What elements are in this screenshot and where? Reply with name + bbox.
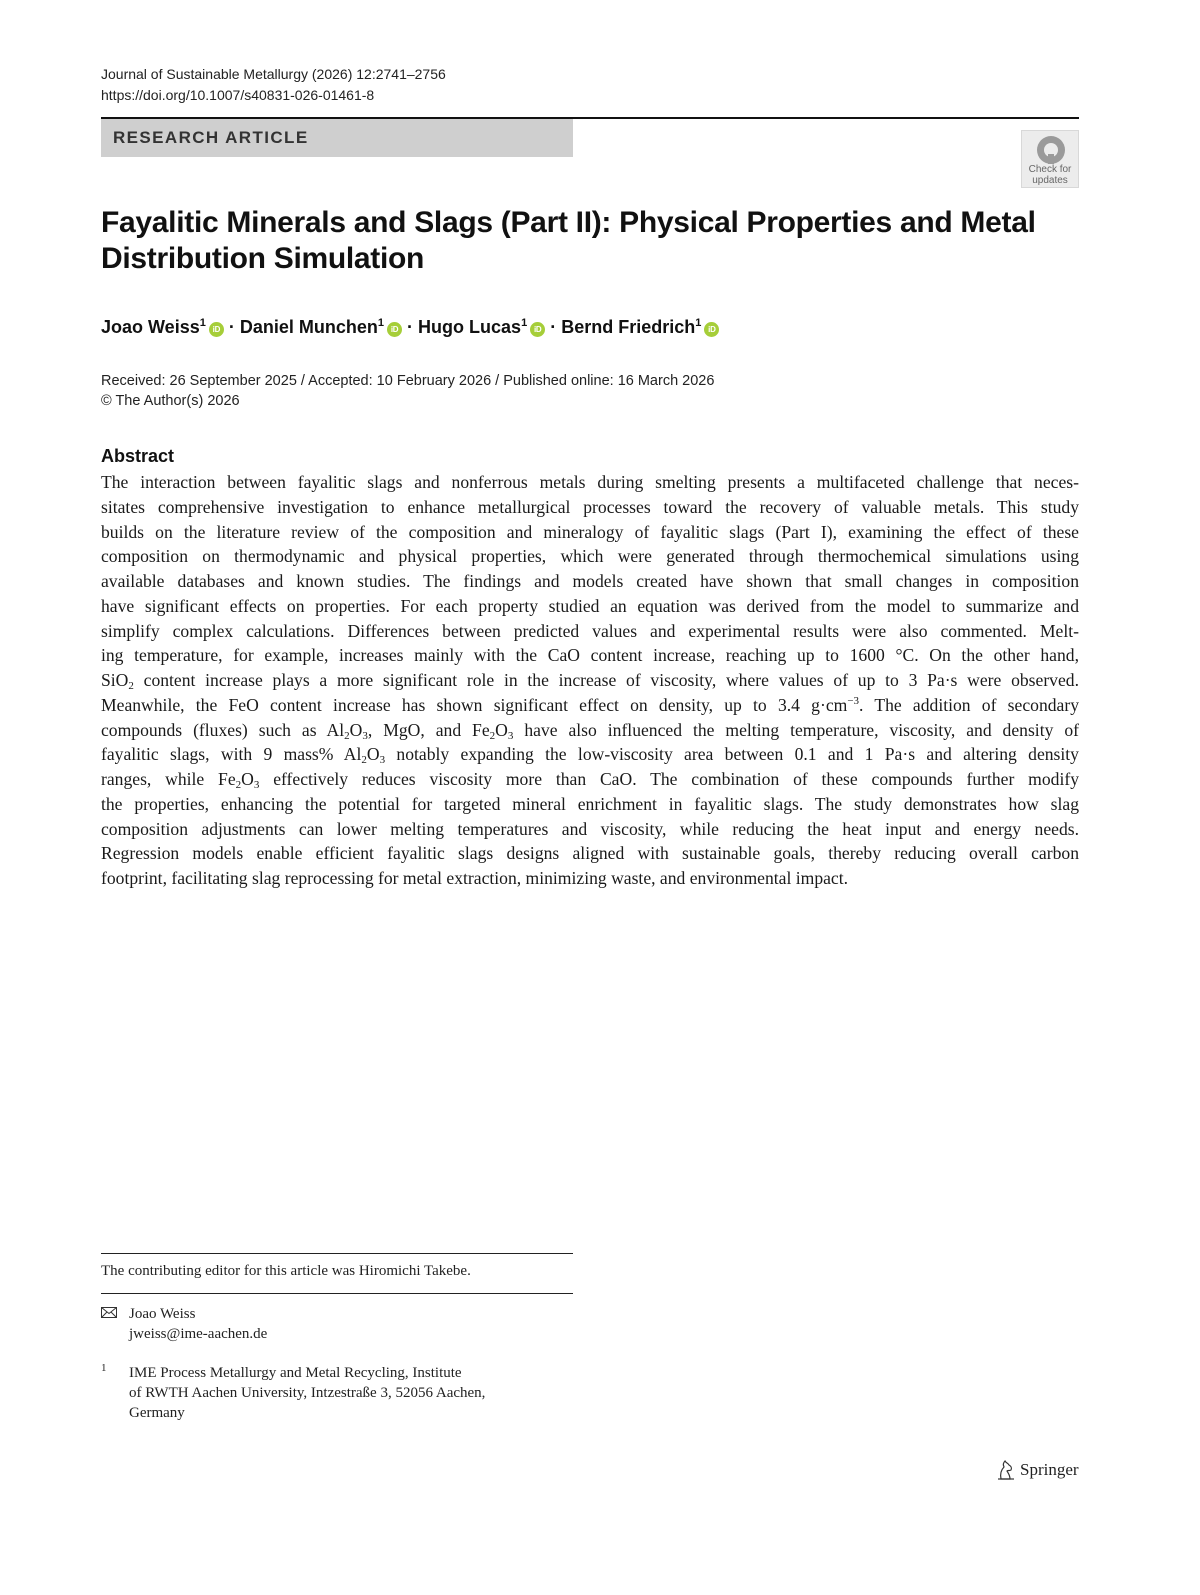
affiliation-marker: 1 <box>199 317 206 329</box>
affiliation-marker: 1 <box>695 317 702 329</box>
corresponding-email[interactable]: jweiss@ime-aachen.de <box>129 1326 268 1342</box>
abstract-line: SiO$_2$ content increase plays a more significant role in the increase of viscosity, where values of up to 3 Pa·s were observed. <box>101 670 1079 692</box>
author-name[interactable]: Hugo Lucas <box>418 317 522 337</box>
abstract-line: available databases and known studies. The findings and models created have shown that small changes in composition <box>101 571 1079 591</box>
title-line: Fayalitic Minerals and Slags (Part II): Physical Properties and Metal <box>101 206 1036 239</box>
orcid-icon[interactable]: iD <box>530 322 545 337</box>
author-name[interactable]: Daniel Munchen <box>239 317 378 337</box>
footnote-rule <box>101 1293 573 1294</box>
abstract-line: footprint, facilitating slag reprocessing for metal extraction, minimizing waste, and environmental impact. <box>101 868 849 888</box>
abstract-line: builds on the literature review of the composition and mineralogy of fayalitic slags (Part I), examining the effect of these <box>101 521 1079 542</box>
crossmark-icon <box>1037 136 1065 164</box>
abstract-line: the properties, enhancing the potential for targeted mineral enrichment in fayalitic slags. The study demonstrates how slag <box>101 793 1079 814</box>
article-type-band: RESEARCH ARTICLE <box>101 119 573 157</box>
affiliation-line: of RWTH Aachen University, Intzestraße 3, 52056 Aachen, <box>129 1385 486 1401</box>
affiliation-number: 1 <box>101 1362 107 1374</box>
abstract-line: fayalitic slags, with 9 mass% $Al_2O_3$ notably expanding the low-viscosity area between 0.1 and 1 Pa·s and altering density <box>101 744 1079 767</box>
abstract-line: simplify complex calculations. Differences between predicted values and experimental results were also commented. Melt- <box>101 620 1079 641</box>
abstract-line: composition adjustments can lower melting temperatures and viscosity, while reducing the heat input and energy needs. <box>101 818 1079 839</box>
author-separator: · <box>407 317 414 337</box>
history-dates: Received: 26 September 2025 / Accepted: 10 February 2026 / Published online: 16 March 2026 <box>101 373 715 389</box>
abstract-line: ing temperature, for example, increases mainly with the CaO content increase, reaching up to 1600 °C. On the other hand, <box>101 645 1079 666</box>
springer-horse-icon <box>995 1459 1017 1481</box>
publication-dates <box>101 371 714 411</box>
affiliation-line: Germany <box>129 1405 185 1421</box>
abstract-line: have significant effects on properties. For each property studied an equation was derived from the model to summarize and <box>101 595 1079 616</box>
author-separator: · <box>550 317 557 337</box>
abstract-line: composition on thermodynamic and physical properties, which were generated through thermochemical simulations using <box>101 546 1079 567</box>
copyright-line: © The Author(s) 2026 <box>101 393 240 409</box>
affiliation-marker: 1 <box>521 317 528 329</box>
abstract-line: compounds (fluxes) such as $Al_2O_3$, MgO, and $Fe_2O_3$ have also influenced the melting temperature, viscosity, and density of <box>101 719 1079 742</box>
author-separator: · <box>228 317 235 337</box>
publisher-name: Springer <box>1020 1460 1079 1479</box>
abstract-heading: Abstract <box>101 446 175 466</box>
orcid-icon[interactable]: iD <box>704 322 719 337</box>
affiliation <box>129 1363 559 1423</box>
author-name[interactable]: Joao Weiss <box>101 317 200 337</box>
author-list <box>101 310 719 340</box>
check-for-updates-badge[interactable] <box>1021 130 1079 188</box>
abstract-body <box>101 470 1079 891</box>
orcid-icon[interactable]: iD <box>387 322 402 337</box>
journal-citation: Journal of Sustainable Metallurgy (2026) 12:2741–2756 <box>101 66 446 82</box>
abstract-line: Meanwhile, the FeO content increase has shown significant effect on density, up to 3.4 $g\cdot cm^{-3}$. The addition of secondary <box>101 694 1080 715</box>
corresponding-author <box>129 1304 267 1344</box>
doi-link[interactable]: https://doi.org/10.1007/s40831-026-01461-8 <box>101 87 375 103</box>
affiliation-line: IME Process Metallurgy and Metal Recycling, Institute <box>129 1365 462 1381</box>
editor-note: The contributing editor for this article was Hiromichi Takebe. <box>101 1263 471 1279</box>
abstract-line: ranges, while $Fe_2O_3$ effectively reduces viscosity more than CaO. The combination of these compounds further modify <box>101 769 1079 791</box>
envelope-icon <box>101 1307 117 1318</box>
abstract-line: sitates comprehensive investigation to enhance metallurgical processes toward the recovery of valuable metals. This study <box>101 496 1079 517</box>
corresponding-name: Joao Weiss <box>129 1306 196 1322</box>
footnote-rule <box>101 1253 573 1254</box>
abstract-line: Regression models enable efficient fayalitic slags designs aligned with sustainable goals, thereby reducing overall carbon <box>101 843 1079 864</box>
title-line: Distribution Simulation <box>101 242 425 275</box>
abstract-line: The interaction between fayalitic slags and nonferrous metals during smelting presents a multifaceted challenge that neces- <box>101 472 1079 492</box>
affiliation-marker: 1 <box>377 317 385 329</box>
author-name[interactable]: Bernd Friedrich <box>561 317 696 337</box>
journal-header <box>101 64 446 106</box>
orcid-icon[interactable]: iD <box>209 322 224 337</box>
crossmark-label: Check for updates <box>1028 164 1072 186</box>
article-title <box>101 205 1081 277</box>
